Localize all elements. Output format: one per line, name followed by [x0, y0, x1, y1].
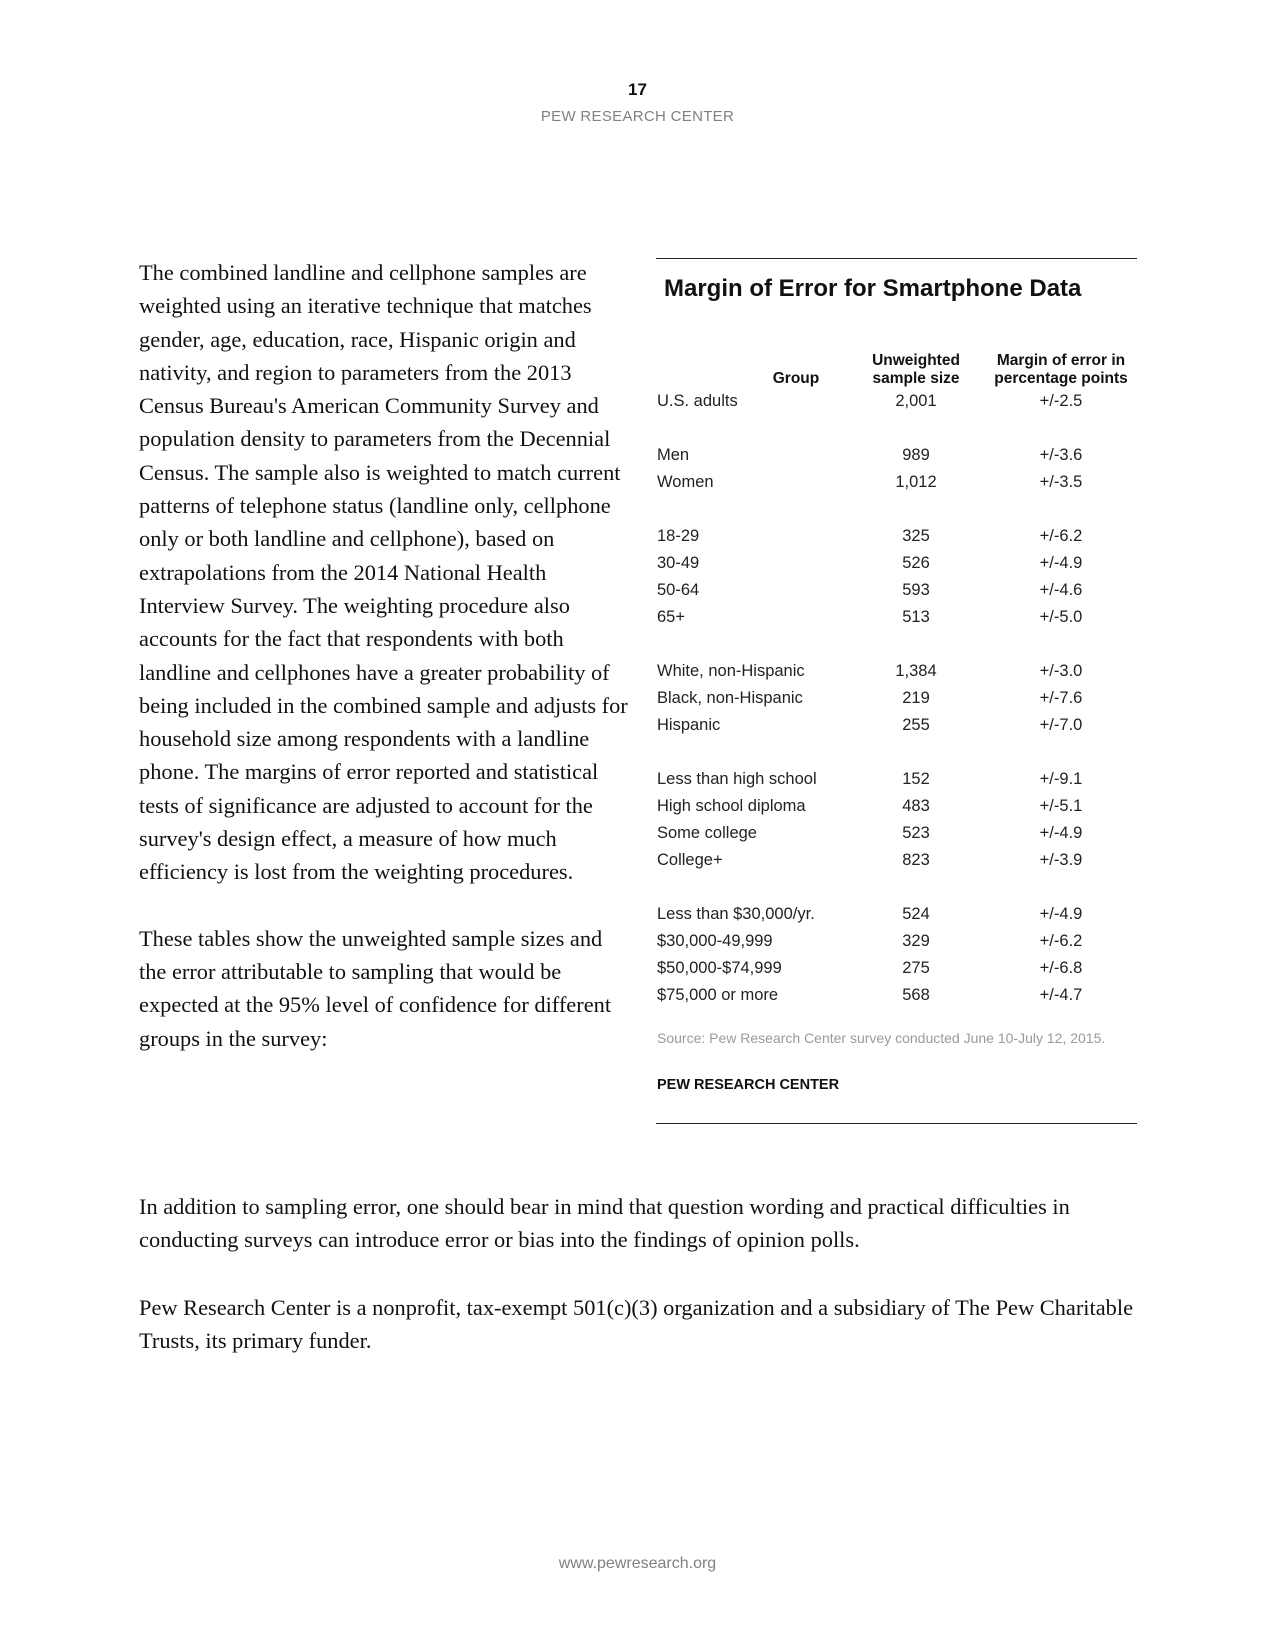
margin-of-error-table — [656, 258, 1137, 1124]
table-row: College+ 823 +/-3.9 — [657, 851, 1083, 869]
table-row: Women 1,012 +/-3.5 — [657, 473, 1083, 491]
sampling-error-paragraph: In addition to sampling error, one should bear in mind that question wording and practical difficulties in conducting surveys can introduce error or bias into the findings of opinion polls. — [139, 1194, 1070, 1253]
table-row: Less than high school 152 +/-9.1 — [657, 770, 1083, 788]
left-column — [139, 256, 629, 1055]
table-row: Men 989 +/-3.6 — [657, 446, 1083, 464]
table-row: $30,000-49,999 329 +/-6.2 — [657, 932, 1083, 950]
table-source-note: Source: Pew Research Center survey conducted June 10-July 12, 2015. — [657, 1030, 1106, 1046]
table-row: Less than $30,000/yr. 524 +/-4.9 — [657, 905, 1083, 923]
table-rows — [656, 391, 1137, 1012]
table-row: 30-49 526 +/-4.9 — [657, 554, 1083, 572]
table-row: Some college 523 +/-4.9 — [657, 824, 1083, 842]
tables-intro-paragraph: These tables show the unweighted sample sizes and the error attributable to sampling that would be expected at the 95% level of confidence for different groups in the survey: — [139, 925, 612, 1051]
table-row: 18-29 325 +/-6.2 — [657, 527, 1083, 545]
table-title: Margin of Error for Smartphone Data — [664, 275, 1082, 302]
page-header — [0, 80, 1275, 125]
column-header-margin-of-error: Margin of error in percentage points — [994, 352, 1128, 387]
header-organization: PEW RESEARCH CENTER — [540, 108, 735, 125]
table-row: 65+ 513 +/-5.0 — [657, 608, 1083, 626]
column-header-sample-size: Unweighted sample size — [872, 352, 960, 387]
table-row: High school diploma 483 +/-5.1 — [657, 797, 1083, 815]
footer-url[interactable]: www.pewresearch.org — [558, 1555, 717, 1572]
table-row: Black, non-Hispanic 219 +/-7.6 — [657, 689, 1083, 707]
column-header-group: Group — [772, 370, 820, 387]
weighting-paragraph: The combined landline and cellphone samples are weighted using an iterative technique that matches gender, age, education, race, Hispanic origin and nativity, and region to parameters from the 2013 Census Bureau's American Community Survey and population density to parameters from the Decennial Census. The sample also is weighted to match current patterns of telephone status (landline only, cellphone only or both landline and cellphone), based on extrapolations from the 2014 National Health Interview Survey. The weighting procedure also accounts for the fact that respondents with both landline and cellphones have a greater probability of being included in the combined sample and adjusts for household size among respondents with a landline phone. The margins of error reported and statistical tests of significance are adjusted to account for the survey's design effect, a measure of how much efficiency is lost from the weighting procedures. — [139, 260, 628, 885]
organization-paragraph: Pew Research Center is a nonprofit, tax-exempt 501(c)(3) organization and a subsidiary of The Pew Charitable Trusts, its primary funder. — [139, 1295, 1134, 1354]
table-row: 50-64 593 +/-4.6 — [657, 581, 1083, 599]
table-row: White, non-Hispanic 1,384 +/-3.0 — [657, 662, 1083, 680]
table-row: $50,000-$74,999 275 +/-6.8 — [657, 959, 1083, 977]
table-row: Hispanic 255 +/-7.0 — [657, 716, 1083, 734]
table-row: U.S. adults 2,001 +/-2.5 — [657, 392, 1083, 410]
page-number: 17 — [628, 80, 647, 99]
table-row: $75,000 or more 568 +/-4.7 — [657, 986, 1083, 1004]
table-credit: PEW RESEARCH CENTER — [657, 1077, 840, 1093]
